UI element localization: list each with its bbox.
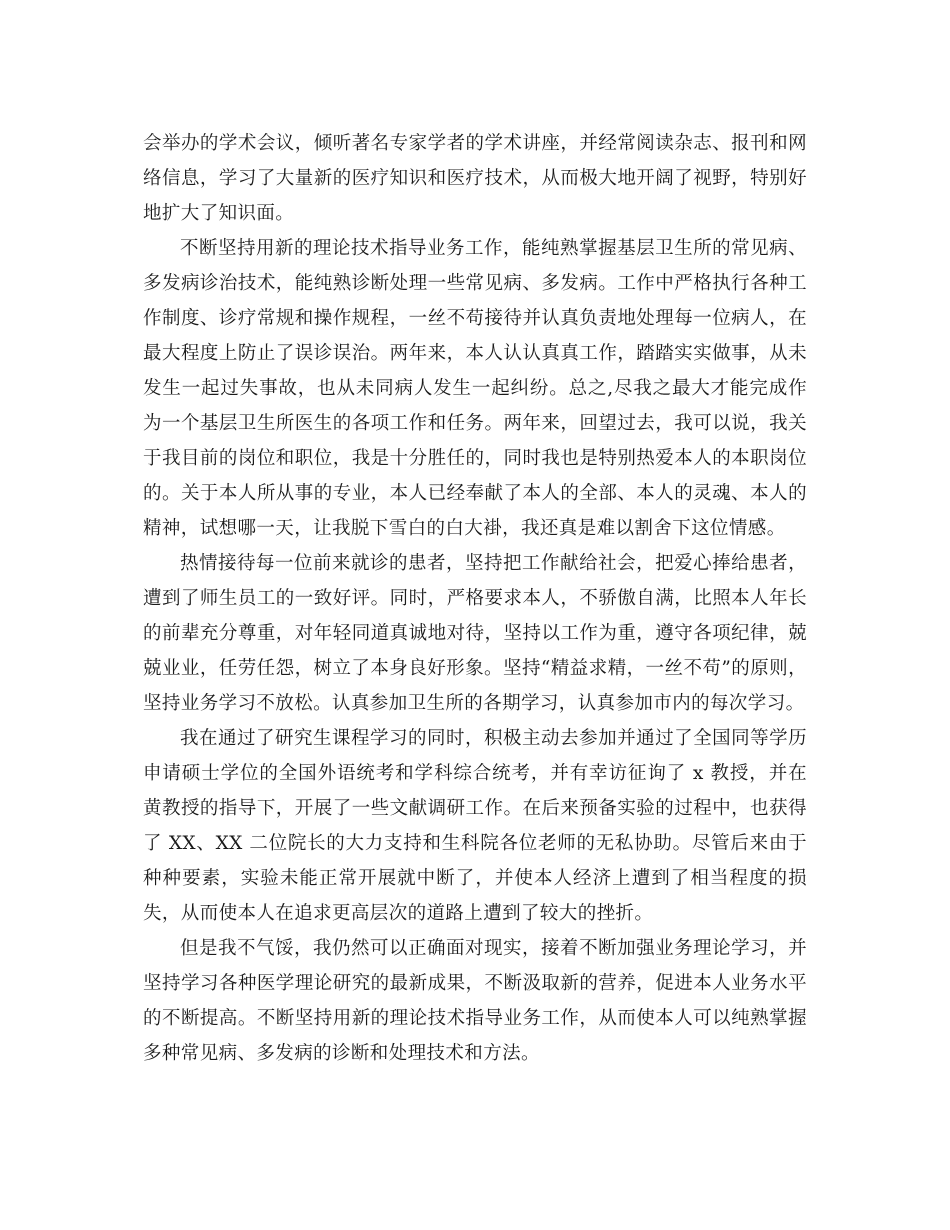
paragraph-graduate-study: 我在通过了研究生课程学习的同时，积极主动去参加并通过了全国同等学历申请硕士学位的全国外语统考和学科综合统考，并有幸访征询了 x 教授，并在黄教授的指导下，开展了一些文献调研工作。在后来预备实验的过程中，也获得了 XX、XX 二位院长的大力支持和生科院各位老师的无私协助。尽管后来由于种种要素，实验未能正常开展就中断了，并使本人经济上遭到了相当程度的损失，从而使本人在追求更高层次的道路上遭到了较大的挫折。 xyxy=(143,728,807,924)
paragraph-practice: 不断坚持用新的理论技术指导业务工作，能纯熟掌握基层卫生所的常见病、多发病诊治技术，能纯熟诊断处理一些常见病、多发病。工作中严格执行各种工作制度、诊疗常规和操作规程，一丝不苟接待并认真负责地处理每一位病人，在最大程度上防止了误诊误治。两年来，本人认认真真工作，踏踏实实做事，从未发生一起过失事故，也从未同病人发生一起纠纷。总之,尽我之最大才能完成作为一个基层卫生所医生的各项工作和任务。两年来，回望过去，我可以说，我关于我目前的岗位和职位，我是十分胜任的，同时我也是特别热爱本人的本职岗位的。关于本人所从事的专业，本人已经奉献了本人的全部、本人的灵魂、本人的精神，试想哪一天，让我脱下雪白的白大褂，我还真是难以割舍下这位情感。 xyxy=(143,238,807,539)
paragraph-perseverance: 但是我不气馁，我仍然可以正确面对现实，接着不断加强业务理论学习，并坚持学习各种医学理论研究的最新成果，不断汲取新的营养，促进本人业务水平的不断提高。不断坚持用新的理论技术指导业务工作，从而使本人可以纯熟掌握多种常见病、多发病的诊断和处理技术和方法。 xyxy=(143,938,807,1064)
paragraph-continuation: 会举办的学术会议，倾听著名专家学者的学术讲座，并经常阅读杂志、报刊和网络信息，学习了大量新的医疗知识和医疗技术，从而极大地开阔了视野，特别好地扩大了知识面。 xyxy=(143,133,807,224)
document-body xyxy=(143,126,807,1071)
paragraph-patients: 热情接待每一位前来就诊的患者，坚持把工作献给社会，把爱心捧给患者，遭到了师生员工的一致好评。同时，严格要求本人，不骄傲自满，比照本人年长的前辈充分尊重，对年轻同道真诚地对待，坚持以工作为重，遵守各项纪律，兢兢业业，任劳任怨，树立了本身良好形象。坚持“精益求精，一丝不苟”的原则，坚持业务学习不放松。认真参加卫生所的各期学习，认真参加市内的每次学习。 xyxy=(143,553,807,714)
